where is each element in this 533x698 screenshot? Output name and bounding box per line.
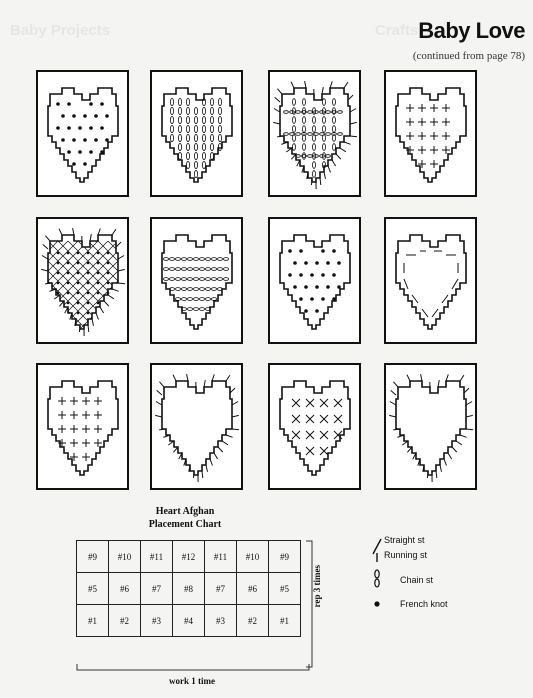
table-cell: #12 (173, 541, 205, 573)
table-cell: #1 (269, 605, 301, 637)
page-title: Baby Love (418, 18, 525, 43)
heart-pattern (152, 219, 241, 342)
table-cell: #8 (173, 573, 205, 605)
heart-panel (36, 217, 129, 344)
work-label: work 1 time (169, 676, 215, 686)
heart-pattern (38, 365, 127, 488)
work-bracket (76, 664, 310, 674)
table-cell: #1 (77, 605, 109, 637)
table-cell: #11 (141, 541, 173, 573)
heart-panel (150, 363, 243, 490)
placement-chart (76, 540, 301, 637)
heart-panel (150, 70, 243, 197)
table-cell: #7 (205, 573, 237, 605)
heart-pattern (38, 72, 127, 195)
heart-panel (36, 363, 129, 490)
ghost-header-right: Crafts (375, 22, 419, 39)
heart-panel (384, 70, 477, 197)
ghost-header-left: Baby Projects (10, 22, 111, 39)
rep-label: rep 3 times (312, 565, 322, 608)
table-cell: #9 (269, 541, 301, 573)
heart-panel (268, 217, 361, 344)
table-cell: #10 (237, 541, 269, 573)
heart-pattern (270, 72, 359, 195)
table-cell: #7 (141, 573, 173, 605)
heart-pattern (270, 219, 359, 342)
heart-pattern (152, 72, 241, 195)
page-subtitle: (continued from page 78) (412, 50, 525, 62)
table-row (77, 541, 301, 573)
heart-pattern (386, 219, 475, 342)
heart-pattern (270, 365, 359, 488)
french-knot-icon (370, 597, 384, 619)
heart-panel (268, 70, 361, 197)
table-cell: #11 (205, 541, 237, 573)
table-cell: #3 (141, 605, 173, 637)
table-cell: #5 (269, 573, 301, 605)
table-cell: #9 (77, 541, 109, 573)
table-cell: #5 (77, 573, 109, 605)
heart-pattern (152, 365, 241, 488)
chart-heading-line-2: Placement Chart (148, 519, 222, 530)
legend-label: Chain st (400, 575, 434, 585)
placement-chart-title (125, 505, 245, 531)
legend-label: French knot (400, 599, 448, 609)
heart-pattern (38, 219, 127, 342)
table-cell: #6 (109, 573, 141, 605)
legend-label: Straight st (384, 535, 425, 545)
table-row (77, 605, 301, 637)
table-cell: #10 (109, 541, 141, 573)
heart-pattern (386, 365, 475, 488)
heart-pattern (386, 72, 475, 195)
heart-panel (268, 363, 361, 490)
table-row (77, 573, 301, 605)
heart-panel (384, 363, 477, 490)
chain-stitch-icon (370, 566, 384, 592)
legend-label: Running st (384, 550, 428, 560)
table-cell: #2 (109, 605, 141, 637)
table-cell: #6 (237, 573, 269, 605)
heart-panel (384, 217, 477, 344)
table-cell: #2 (237, 605, 269, 637)
table-cell: #3 (205, 605, 237, 637)
chart-heading-line-1: Heart Afghan (155, 506, 215, 517)
heart-panel (36, 70, 129, 197)
table-cell: #4 (173, 605, 205, 637)
heart-panel (150, 217, 243, 344)
